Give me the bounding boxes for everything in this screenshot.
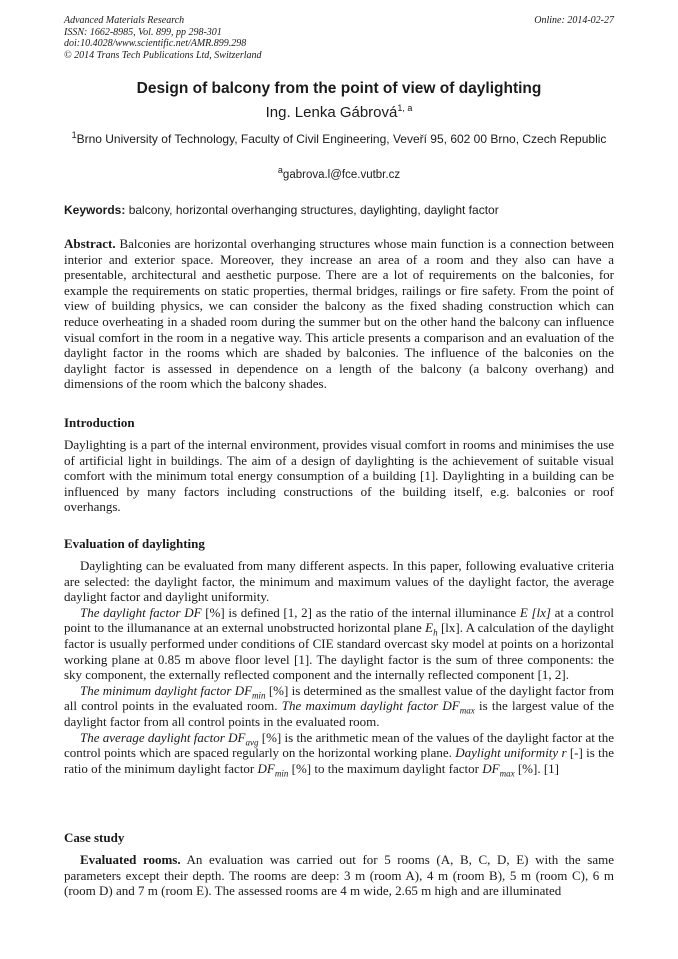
term-max-daylight-factor: The maximum daylight factor DF bbox=[281, 698, 460, 714]
text-segment: [%] is defined [1, 2] as the ratio of the internal illuminance bbox=[201, 604, 520, 620]
case-study-text: An evaluation was carried out for 5 rooms (A, B, C, D, E) with the same parameters except their depth. The rooms are deep: 3 m (room A), 4 m (room B), 5 m (room C), 6 m (room D) and 7 m (room E). The assessed rooms are 4 m wide, 2.65 m high and are illuminated bbox=[64, 852, 615, 899]
journal-header bbox=[64, 15, 614, 61]
journal-doi: doi:10.4028/www.scientific.net/AMR.899.298 bbox=[64, 38, 247, 49]
abstract-label: Abstract. bbox=[64, 236, 116, 251]
subscript: min bbox=[274, 768, 289, 779]
introduction-body bbox=[64, 437, 614, 515]
heading-evaluation: Evaluation of daylighting bbox=[64, 536, 205, 551]
term-external-illuminance: E bbox=[425, 620, 434, 636]
text-segment: at a control point to the illumanance at an external unobstructed horizontal plane bbox=[64, 604, 614, 636]
evaluation-body bbox=[64, 558, 615, 779]
keywords bbox=[64, 203, 614, 217]
affiliation-text: Brno University of Technology, Faculty of Civil Engineering, Veveří 95, 602 00 Brno, Czech Republic bbox=[76, 132, 607, 146]
evaluation-paragraph-4 bbox=[64, 730, 614, 777]
email-text: gabrova.l@fce.vutbr.cz bbox=[282, 169, 401, 181]
subscript: max bbox=[499, 768, 515, 779]
text-segment: [%]. [1] bbox=[514, 760, 559, 776]
case-study-label: Evaluated rooms. bbox=[80, 852, 181, 867]
keywords-label: Keywords: bbox=[64, 203, 126, 217]
term-daylight-uniformity: Daylight uniformity r bbox=[455, 745, 567, 761]
keywords-text: balcony, horizontal overhanging structures, daylighting, daylight factor bbox=[128, 203, 499, 217]
paper-title: Design of balcony from the point of view of daylighting bbox=[136, 80, 542, 97]
abstract-text: Balconies are horizontal overhanging structures whose main function is a connection between interior and exterior space. Moreover, they increase an area of a room and they also can have a presentable, architectural and aesthetic purpose. There are a lot of requirements on the balconies, for example the requirements on static properties, thermal bridges, railings or fire safety. From the point of view of building physics, we can consider the balcony as the fixed shading construction which can reduce overheating in a shaded room during the summer but on the other hand the balcony can influence visual comfort in the room in a negative way. This article presents a comparison and an evaluation of the daylight factor in the rooms which are shaded by balconies. The influence of the balconies on the daylight factor is assessed in dependence on a length of the balcony (a balcony overhang) and dimensions of the room which the balcony shades. bbox=[64, 236, 614, 392]
text-segment: [%] is determined as the smallest value of the daylight factor from all control points in the evaluated room. bbox=[64, 682, 614, 714]
text-segment: is the largest value of the daylight factor from all control points in the evaluated room. bbox=[64, 698, 614, 729]
subscript: max bbox=[459, 705, 475, 716]
evaluation-paragraph-1: Daylighting can be evaluated from many different aspects. In this paper, following evaluative criteria are selected: the daylight factor, the minimum and maximum values of the daylight factor, the average daylight factor and daylight uniformity. bbox=[64, 558, 614, 605]
author-superscript: 1, a bbox=[397, 103, 413, 113]
evaluation-paragraph-3 bbox=[64, 683, 614, 730]
term-min-daylight-factor: The minimum daylight factor DF bbox=[80, 682, 253, 698]
journal-copyright: © 2014 Trans Tech Publications Ltd, Switzerland bbox=[64, 49, 262, 61]
online-date: Online: 2014-02-27 bbox=[534, 15, 614, 26]
subscript: min bbox=[252, 690, 266, 701]
term-internal-illuminance: E [lx] bbox=[519, 604, 551, 620]
term-df: DF bbox=[257, 760, 275, 776]
evaluation-paragraph-2 bbox=[64, 605, 614, 683]
term-avg-daylight-factor: The average daylight factor DF bbox=[80, 729, 246, 745]
text-segment: [%] is the arithmetic mean of the values of the daylight factor at the control points which are spaced regularly on the horizontal working plane. bbox=[64, 729, 615, 761]
subscript: h bbox=[433, 627, 438, 638]
affiliation-superscript: 1 bbox=[71, 130, 77, 140]
text-segment: [%] to the maximum daylight factor bbox=[288, 760, 483, 776]
heading-introduction: Introduction bbox=[64, 415, 135, 430]
text-segment: [lx]. A calculation of the daylight factor is usually performed under conditions of CIE standard overcast sky model at points on a horizontal working plane at 0.85 m above floor level [1]. The daylight factor is the sum of three components: the sky component, the externally reflected component and the internally reflected component [1, 2]. bbox=[64, 620, 614, 683]
author-email bbox=[64, 165, 614, 181]
case-study-body bbox=[64, 852, 614, 899]
email-superscript: a bbox=[277, 165, 283, 176]
journal-issn: ISSN: 1662-8985, Vol. 899, pp 298-301 bbox=[64, 26, 222, 38]
term-daylight-factor: The daylight factor DF bbox=[80, 604, 202, 620]
heading-case-study: Case study bbox=[64, 830, 125, 845]
author-line bbox=[64, 104, 614, 121]
text-segment: [-] is the ratio of the minimum daylight factor bbox=[64, 745, 615, 776]
abstract bbox=[64, 236, 614, 392]
subscript: avg bbox=[245, 737, 259, 748]
introduction-text: Daylighting is a part of the internal environment, provides visual comfort in rooms and minimises the use of artificial light in buildings. The aim of a design of daylighting is the achievement of suitable visual comfort with the minimum total energy consumption of a building [1]. Daylighting in a building can be influenced by many factors including constructions of the building itself, e.g. balconies or roof overhangs. bbox=[64, 437, 614, 515]
author-name: Ing. Lenka Gábrová bbox=[265, 104, 398, 121]
journal-name: Advanced Materials Research bbox=[64, 15, 185, 26]
affiliation bbox=[64, 132, 614, 147]
term-df: DF bbox=[482, 760, 500, 776]
